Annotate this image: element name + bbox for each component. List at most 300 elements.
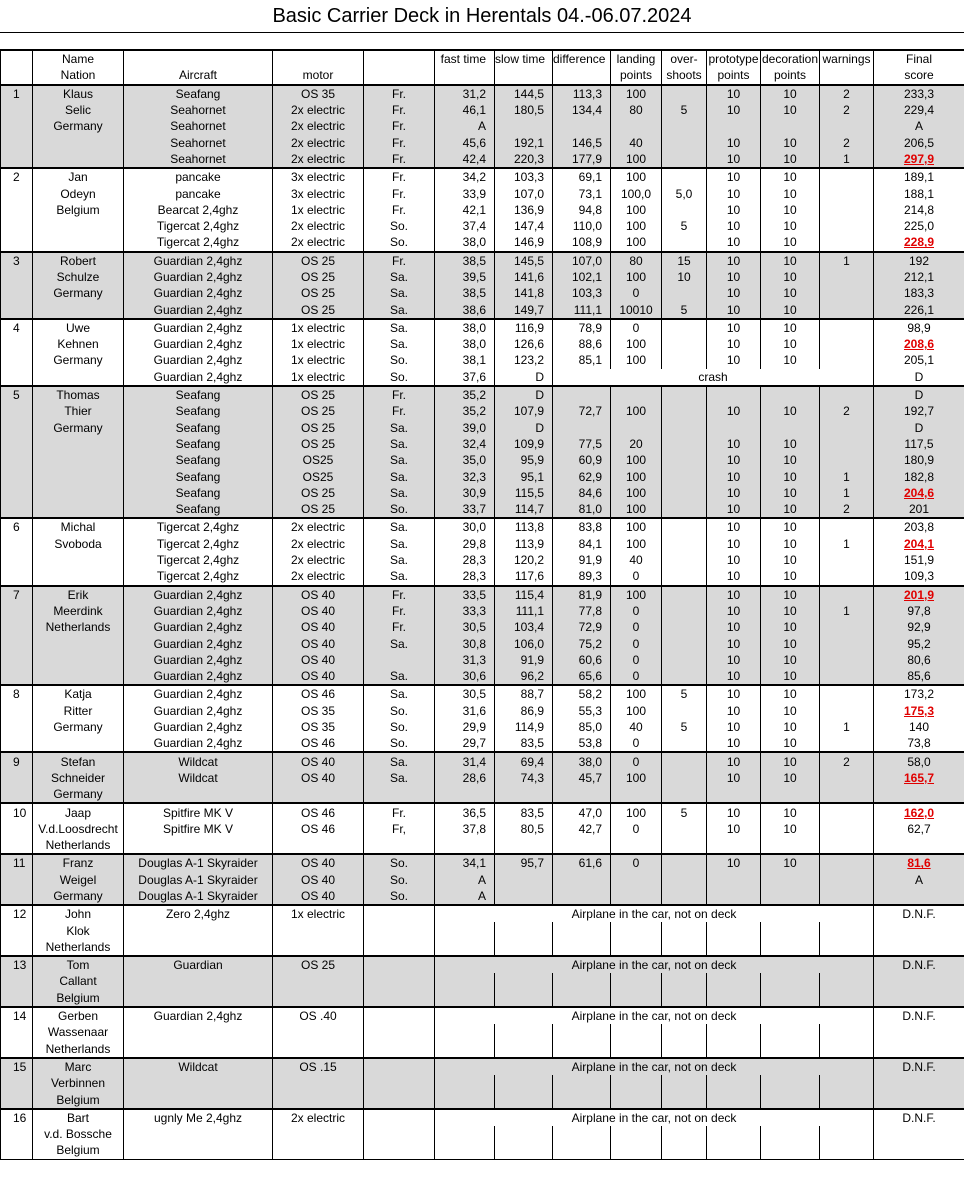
cell-final-score: 180,9 <box>874 452 964 468</box>
cell-landing-points <box>611 1091 662 1108</box>
cell-day: Sa. <box>364 685 435 702</box>
cell-difference: 88,6 <box>553 336 611 352</box>
cell-day <box>364 939 435 956</box>
cell-fast-time: 29,7 <box>435 735 495 752</box>
cell-place: 10 <box>1 803 33 820</box>
cell-aircraft: Guardian 2,4ghz <box>124 269 273 285</box>
cell-place <box>1 635 33 651</box>
cell-motor: OS 25 <box>273 485 364 501</box>
cell-day: Sa. <box>364 485 435 501</box>
cell-final-score <box>874 1126 964 1142</box>
cell-day: Fr. <box>364 803 435 820</box>
cell-slow-time <box>495 1126 553 1142</box>
cell-slow-time <box>495 922 553 938</box>
cell-aircraft: Wildcat <box>124 1058 273 1075</box>
cell-motor: OS 40 <box>273 752 364 769</box>
cell-fast-time: 45,6 <box>435 134 495 150</box>
cell-name: Netherlands <box>33 619 124 635</box>
cell-overshoots <box>662 501 707 518</box>
cell-prototype-points: 10 <box>707 552 761 568</box>
cell-overshoots <box>662 939 707 956</box>
cell-decoration-points: 10 <box>761 85 820 102</box>
cell-name: v.d. Bossche <box>33 1126 124 1142</box>
cell-prototype-points: 10 <box>707 452 761 468</box>
cell-slow-time: 86,9 <box>495 703 553 719</box>
cell-decoration-points: 10 <box>761 218 820 234</box>
cell-fast-time: 35,2 <box>435 386 495 403</box>
cell-place <box>1 151 33 168</box>
cell-place <box>1 134 33 150</box>
cell-decoration-points: 10 <box>761 770 820 786</box>
cell-warnings <box>820 786 874 803</box>
dnf-note: Airplane in the car, not on deck <box>435 905 874 922</box>
cell-motor: 2x electric <box>273 518 364 535</box>
cell-aircraft: pancake <box>124 185 273 201</box>
cell-motor <box>273 973 364 989</box>
cell-motor: 3x electric <box>273 185 364 201</box>
cell-day: Sa. <box>364 518 435 535</box>
cell-place: 1 <box>1 85 33 102</box>
cell-difference: 72,9 <box>553 619 611 635</box>
cell-motor: OS25 <box>273 468 364 484</box>
cell-place <box>1 1024 33 1040</box>
cell-aircraft <box>124 837 273 854</box>
cell-slow-time: 192,1 <box>495 134 553 150</box>
cell-slow-time: 149,7 <box>495 301 553 318</box>
cell-aircraft: Guardian 2,4ghz <box>124 668 273 685</box>
cell-fast-time <box>435 786 495 803</box>
cell-place <box>1 973 33 989</box>
cell-warnings <box>820 319 874 336</box>
cell-final-score: 140 <box>874 719 964 735</box>
cell-motor: OS 40 <box>273 872 364 888</box>
cell-decoration-points: 10 <box>761 269 820 285</box>
cell-fast-time: 33,5 <box>435 586 495 603</box>
cell-aircraft: Zero 2,4ghz <box>124 905 273 922</box>
header-motor <box>273 51 364 68</box>
cell-landing-points: 100 <box>611 202 662 218</box>
cell-aircraft: Seahornet <box>124 102 273 118</box>
cell-landing-points <box>611 1126 662 1142</box>
cell-prototype-points: 10 <box>707 151 761 168</box>
cell-decoration-points <box>761 1126 820 1142</box>
cell-aircraft: Seahornet <box>124 118 273 134</box>
cell-difference <box>553 1041 611 1058</box>
cell-aircraft: Seafang <box>124 501 273 518</box>
cell-prototype-points <box>707 888 761 905</box>
cell-name: John <box>33 905 124 922</box>
cell-place: 12 <box>1 905 33 922</box>
cell-name: Bart <box>33 1109 124 1126</box>
cell-name <box>33 452 124 468</box>
cell-overshoots <box>662 821 707 837</box>
cell-prototype-points: 10 <box>707 803 761 820</box>
cell-day: Fr. <box>364 603 435 619</box>
cell-overshoots <box>662 352 707 368</box>
cell-final-score <box>874 1091 964 1108</box>
cell-landing-points: 0 <box>611 285 662 301</box>
cell-day: Fr. <box>364 134 435 150</box>
cell-prototype-points: 10 <box>707 735 761 752</box>
cell-warnings <box>820 1075 874 1091</box>
cell-landing-points: 100 <box>611 770 662 786</box>
cell-fast-time: 28,6 <box>435 770 495 786</box>
cell-fast-time <box>435 837 495 854</box>
cell-landing-points: 100 <box>611 151 662 168</box>
header-prototype-points: points <box>707 67 761 84</box>
cell-motor: OS 40 <box>273 652 364 668</box>
cell-landing-points: 0 <box>611 619 662 635</box>
cell-day: Fr. <box>364 619 435 635</box>
cell-final-score: 233,3 <box>874 85 964 102</box>
cell-aircraft <box>124 973 273 989</box>
cell-decoration-points: 10 <box>761 285 820 301</box>
cell-day: Fr. <box>364 168 435 185</box>
cell-slow-time: 114,9 <box>495 719 553 735</box>
dnf-note: Airplane in the car, not on deck <box>435 1058 874 1075</box>
cell-motor: 1x electric <box>273 202 364 218</box>
cell-warnings <box>820 1091 874 1108</box>
cell-motor <box>273 990 364 1007</box>
cell-warnings <box>820 568 874 585</box>
cell-name <box>33 668 124 685</box>
cell-final-score: 175,3 <box>874 703 964 719</box>
cell-landing-points <box>611 1041 662 1058</box>
table-row <box>1 485 964 501</box>
cell-day: Fr. <box>364 85 435 102</box>
cell-slow-time: 95,7 <box>495 854 553 871</box>
cell-warnings <box>820 352 874 368</box>
cell-overshoots <box>662 973 707 989</box>
cell-place <box>1 102 33 118</box>
cell-motor: OS 40 <box>273 770 364 786</box>
cell-aircraft: Seafang <box>124 452 273 468</box>
cell-decoration-points: 10 <box>761 652 820 668</box>
cell-overshoots <box>662 735 707 752</box>
header-slow-time: slow time <box>495 51 553 68</box>
cell-name <box>33 134 124 150</box>
cell-day <box>364 956 435 973</box>
header-day <box>364 51 435 68</box>
cell-slow-time: 147,4 <box>495 218 553 234</box>
cell-warnings <box>820 552 874 568</box>
cell-prototype-points: 10 <box>707 719 761 735</box>
table-row <box>1 118 964 134</box>
cell-aircraft: Guardian 2,4ghz <box>124 301 273 318</box>
cell-slow-time: 117,6 <box>495 568 553 585</box>
cell-fast-time <box>435 1091 495 1108</box>
cell-slow-time <box>495 1091 553 1108</box>
cell-motor: OS 35 <box>273 85 364 102</box>
cell-landing-points: 0 <box>611 735 662 752</box>
header-decoration-points: points <box>761 67 820 84</box>
cell-warnings: 1 <box>820 603 874 619</box>
cell-fast-time: 38,0 <box>435 234 495 251</box>
cell-prototype-points: 10 <box>707 352 761 368</box>
cell-overshoots <box>662 234 707 251</box>
cell-difference <box>553 1075 611 1091</box>
cell-name: Uwe <box>33 319 124 336</box>
cell-aircraft: Guardian <box>124 956 273 973</box>
cell-slow-time: 116,9 <box>495 319 553 336</box>
cell-slow-time: 141,8 <box>495 285 553 301</box>
cell-warnings <box>820 668 874 685</box>
cell-place: 4 <box>1 319 33 336</box>
cell-day: Sa. <box>364 336 435 352</box>
table-row <box>1 888 964 905</box>
table-row <box>1 803 964 820</box>
cell-fast-time: 28,3 <box>435 552 495 568</box>
cell-place <box>1 668 33 685</box>
cell-day <box>364 1075 435 1091</box>
cell-overshoots <box>662 518 707 535</box>
cell-difference: 85,1 <box>553 352 611 368</box>
cell-motor: OS 25 <box>273 386 364 403</box>
cell-place: 8 <box>1 685 33 702</box>
cell-warnings <box>820 386 874 403</box>
cell-prototype-points: 10 <box>707 752 761 769</box>
cell-place <box>1 735 33 752</box>
cell-landing-points: 100 <box>611 352 662 368</box>
cell-name: Marc <box>33 1058 124 1075</box>
cell-warnings <box>820 922 874 938</box>
cell-final-score: 58,0 <box>874 752 964 769</box>
table-row <box>1 185 964 201</box>
cell-overshoots <box>662 568 707 585</box>
cell-day <box>364 786 435 803</box>
cell-final-score <box>874 1024 964 1040</box>
cell-motor: 2x electric <box>273 1109 364 1126</box>
cell-landing-points <box>611 386 662 403</box>
header-place <box>1 67 33 84</box>
cell-final-score: 173,2 <box>874 685 964 702</box>
table-row <box>1 218 964 234</box>
cell-landing-points: 100,0 <box>611 185 662 201</box>
cell-decoration-points <box>761 386 820 403</box>
cell-name: Verbinnen <box>33 1075 124 1091</box>
header-name: Name <box>33 51 124 68</box>
cell-fast-time: 38,6 <box>435 301 495 318</box>
cell-motor: OS 25 <box>273 301 364 318</box>
cell-name: Erik <box>33 586 124 603</box>
cell-overshoots <box>662 586 707 603</box>
cell-slow-time: 146,9 <box>495 234 553 251</box>
cell-fast-time: 36,5 <box>435 803 495 820</box>
cell-name <box>33 485 124 501</box>
cell-difference: 107,0 <box>553 252 611 269</box>
cell-prototype-points: 10 <box>707 185 761 201</box>
cell-place <box>1 568 33 585</box>
cell-overshoots <box>662 552 707 568</box>
cell-landing-points: 0 <box>611 319 662 336</box>
cell-aircraft: Seafang <box>124 468 273 484</box>
cell-name: Callant <box>33 973 124 989</box>
cell-day: Fr. <box>364 202 435 218</box>
cell-final-score <box>874 837 964 854</box>
cell-final-score: 214,8 <box>874 202 964 218</box>
cell-day <box>364 1091 435 1108</box>
cell-difference: 102,1 <box>553 269 611 285</box>
table-row <box>1 352 964 368</box>
cell-difference: 60,6 <box>553 652 611 668</box>
cell-fast-time <box>435 1024 495 1040</box>
cell-difference: 81,9 <box>553 586 611 603</box>
cell-overshoots <box>662 485 707 501</box>
cell-overshoots <box>662 1075 707 1091</box>
cell-day: So. <box>364 218 435 234</box>
cell-fast-time: A <box>435 118 495 134</box>
cell-day: So. <box>364 703 435 719</box>
cell-slow-time: 136,9 <box>495 202 553 218</box>
cell-final-score: 228,9 <box>874 234 964 251</box>
cell-warnings <box>820 518 874 535</box>
cell-fast-time <box>435 939 495 956</box>
cell-day: Sa. <box>364 568 435 585</box>
cell-decoration-points: 10 <box>761 568 820 585</box>
cell-slow-time: 220,3 <box>495 151 553 168</box>
cell-name <box>33 635 124 651</box>
cell-place <box>1 452 33 468</box>
cell-final-score: 208,6 <box>874 336 964 352</box>
cell-overshoots <box>662 872 707 888</box>
cell-decoration-points <box>761 837 820 854</box>
cell-prototype-points <box>707 837 761 854</box>
cell-slow-time <box>495 1142 553 1159</box>
cell-aircraft: Seafang <box>124 85 273 102</box>
cell-decoration-points <box>761 786 820 803</box>
cell-difference: 62,9 <box>553 468 611 484</box>
cell-aircraft: Seahornet <box>124 134 273 150</box>
cell-name: Schneider <box>33 770 124 786</box>
cell-slow-time <box>495 973 553 989</box>
cell-day: Sa. <box>364 436 435 452</box>
cell-slow-time: 69,4 <box>495 752 553 769</box>
cell-fast-time: 30,5 <box>435 619 495 635</box>
cell-motor: OS 35 <box>273 719 364 735</box>
cell-final-score: D <box>874 420 964 436</box>
cell-fast-time: 34,2 <box>435 168 495 185</box>
cell-final-score: 226,1 <box>874 301 964 318</box>
cell-name <box>33 151 124 168</box>
cell-final-score: 203,8 <box>874 518 964 535</box>
cell-slow-time: 123,2 <box>495 352 553 368</box>
table-row <box>1 703 964 719</box>
cell-day: Sa. <box>364 319 435 336</box>
cell-place <box>1 1041 33 1058</box>
cell-difference <box>553 1091 611 1108</box>
cell-prototype-points: 10 <box>707 218 761 234</box>
cell-final-score: 205,1 <box>874 352 964 368</box>
results-body <box>1 51 964 1160</box>
cell-slow-time: 126,6 <box>495 336 553 352</box>
cell-name: Jan <box>33 168 124 185</box>
cell-landing-points: 100 <box>611 536 662 552</box>
cell-prototype-points: 10 <box>707 252 761 269</box>
cell-aircraft: Guardian 2,4ghz <box>124 685 273 702</box>
cell-final-score: 225,0 <box>874 218 964 234</box>
cell-warnings: 2 <box>820 85 874 102</box>
cell-slow-time: D <box>495 386 553 403</box>
cell-motor <box>273 837 364 854</box>
table-row <box>1 685 964 702</box>
cell-motor: 2x electric <box>273 134 364 150</box>
cell-day <box>364 837 435 854</box>
cell-fast-time: 42,4 <box>435 151 495 168</box>
cell-warnings <box>820 888 874 905</box>
cell-final-score: 80,6 <box>874 652 964 668</box>
cell-final-score: 109,3 <box>874 568 964 585</box>
cell-name: V.d.Loosdrecht <box>33 821 124 837</box>
table-row <box>1 1142 964 1159</box>
cell-name <box>33 735 124 752</box>
cell-place <box>1 536 33 552</box>
cell-landing-points <box>611 1142 662 1159</box>
cell-name: Stefan <box>33 752 124 769</box>
cell-day: So. <box>364 369 435 386</box>
cell-decoration-points: 10 <box>761 301 820 318</box>
cell-overshoots <box>662 118 707 134</box>
cell-day: Sa. <box>364 301 435 318</box>
cell-slow-time: 107,0 <box>495 185 553 201</box>
table-row <box>1 518 964 535</box>
cell-motor <box>273 939 364 956</box>
cell-final-score: D.N.F. <box>874 1058 964 1075</box>
cell-decoration-points: 10 <box>761 586 820 603</box>
cell-slow-time: 120,2 <box>495 552 553 568</box>
cell-fast-time: 30,8 <box>435 635 495 651</box>
cell-name: Netherlands <box>33 939 124 956</box>
cell-day: Sa. <box>364 552 435 568</box>
cell-fast-time: 30,5 <box>435 685 495 702</box>
cell-aircraft <box>124 1091 273 1108</box>
cell-difference: 72,7 <box>553 403 611 419</box>
cell-aircraft <box>124 1041 273 1058</box>
cell-prototype-points <box>707 872 761 888</box>
cell-decoration-points: 10 <box>761 635 820 651</box>
cell-decoration-points: 10 <box>761 202 820 218</box>
cell-decoration-points: 10 <box>761 185 820 201</box>
cell-decoration-points <box>761 888 820 905</box>
cell-difference: 94,8 <box>553 202 611 218</box>
cell-difference: 77,5 <box>553 436 611 452</box>
cell-final-score: D.N.F. <box>874 905 964 922</box>
cell-overshoots <box>662 619 707 635</box>
cell-landing-points: 100 <box>611 403 662 419</box>
cell-decoration-points: 10 <box>761 735 820 752</box>
cell-overshoots <box>662 202 707 218</box>
cell-prototype-points: 10 <box>707 568 761 585</box>
cell-final-score: 98,9 <box>874 319 964 336</box>
cell-place <box>1 352 33 368</box>
cell-motor: OS 40 <box>273 586 364 603</box>
cell-motor: 2x electric <box>273 218 364 234</box>
cell-decoration-points: 10 <box>761 352 820 368</box>
cell-place: 13 <box>1 956 33 973</box>
cell-decoration-points <box>761 973 820 989</box>
cell-fast-time: 39,0 <box>435 420 495 436</box>
cell-motor: OS 40 <box>273 854 364 871</box>
cell-fast-time: 38,5 <box>435 252 495 269</box>
table-row <box>1 319 964 336</box>
cell-aircraft: Tigercat 2,4ghz <box>124 234 273 251</box>
cell-warnings <box>820 1142 874 1159</box>
cell-day: Sa. <box>364 668 435 685</box>
cell-decoration-points <box>761 1091 820 1108</box>
cell-motor: 1x electric <box>273 352 364 368</box>
cell-landing-points <box>611 973 662 989</box>
cell-motor: 2x electric <box>273 568 364 585</box>
cell-final-score: 62,7 <box>874 821 964 837</box>
